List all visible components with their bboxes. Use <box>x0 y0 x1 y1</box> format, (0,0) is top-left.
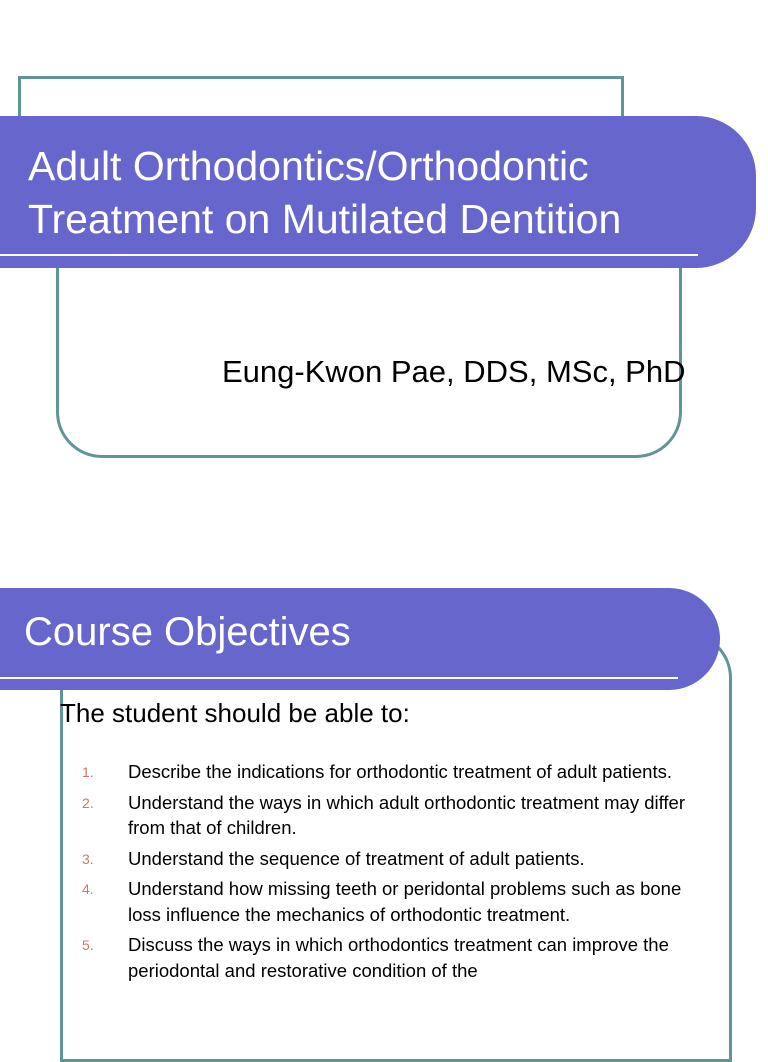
list-item-text: Discuss the ways in which orthodontics treatment can improve the periodontal and restorative condition of the <box>128 934 669 981</box>
slide-title-line-2: Treatment on Mutilated Dentition <box>28 196 622 242</box>
list-item-text: Understand how missing teeth or peridontal problems such as bone loss influence the mechanics of orthodontic treatment. <box>128 878 682 925</box>
title-underline <box>0 677 678 679</box>
title-underline <box>0 254 698 256</box>
list-item <box>60 759 700 785</box>
list-number: 1. <box>82 764 94 780</box>
slide-title: Course Objectives <box>24 610 351 654</box>
list-number: 3. <box>82 850 94 867</box>
list-number: 5. <box>82 937 94 953</box>
list-item-text: Describe the indications for orthodontic treatment of adult patients. <box>128 761 672 782</box>
intro-text: The student should be able to: <box>60 698 410 728</box>
list-item-text: Understand the sequence of treatment of adult patients. <box>128 847 585 869</box>
slide-title-line-1: Adult Orthodontics/Orthodontic <box>28 143 589 189</box>
title-slide <box>0 0 768 512</box>
title-banner <box>0 588 720 690</box>
list-item <box>60 876 700 927</box>
list-item <box>60 932 700 983</box>
author-subtitle: Eung-Kwon Pae, DDS, MSc, PhD <box>222 354 686 389</box>
objectives-list <box>60 759 700 983</box>
list-item <box>60 790 700 841</box>
slide-body <box>60 698 700 988</box>
title-banner <box>0 116 756 268</box>
objectives-slide <box>0 512 768 1024</box>
list-number: 2. <box>82 794 94 811</box>
list-number: 4. <box>82 881 94 897</box>
list-item <box>60 846 700 872</box>
slide-title <box>28 140 756 246</box>
list-item-text: Understand the ways in which adult orthodontic treatment may differ from that of children. <box>128 791 686 838</box>
